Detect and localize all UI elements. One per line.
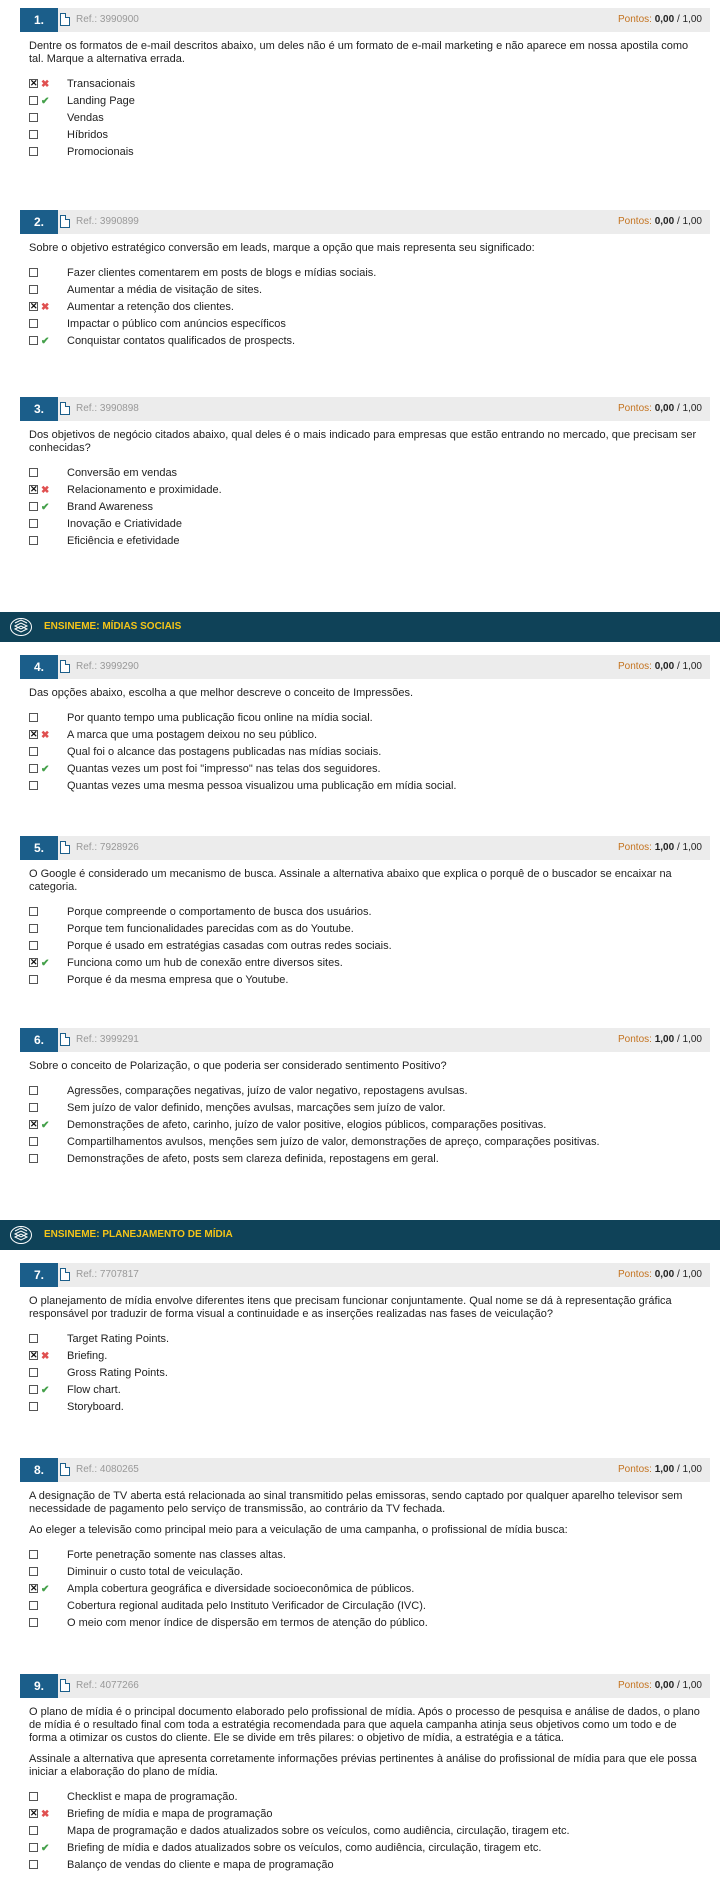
checkbox[interactable] [29,1402,38,1411]
points-total: / 1,00 [676,661,702,672]
option-text: Porque compreende o comportamento de busca dos usuários. [67,906,372,918]
checkbox[interactable] [29,1154,38,1163]
option-text: Diminuir o custo total de veiculação. [67,1566,244,1578]
question-statement: Das opções abaixo, escolha a que melhor descreve o conceito de Impressões. [29,687,413,699]
points-score: 0,00 [654,14,675,25]
question-points [618,1263,702,1287]
answer-option[interactable] [29,1598,720,1615]
points-score: 0,00 [654,661,675,672]
option-text: Forte penetração somente nas classes altas. [67,1549,286,1561]
question-number: 4. [20,655,58,679]
checkbox[interactable] [29,96,38,105]
checkbox[interactable] [29,468,38,477]
option-text: Impactar o público com anúncios específicos [67,318,286,330]
option-text: Brand Awareness [67,501,154,513]
option-text: Briefing. [67,1350,108,1362]
question-number: 3. [20,397,58,421]
question-header [20,210,710,234]
checkbox-checked[interactable]: ✕ [30,1583,38,1593]
wrong-mark-icon: ✖ [41,730,50,741]
answer-option[interactable] [29,482,720,499]
correct-check-icon: ✔ [41,764,50,775]
question-block [0,397,720,550]
correct-check-icon: ✔ [41,502,50,513]
question-statement: Sobre o objetivo estratégico conversão em leads, marque a opção que mais representa seu significado: [29,242,535,254]
answer-options [29,710,720,795]
question-points [618,8,702,32]
answer-option[interactable] [29,1365,720,1382]
checkbox[interactable] [29,113,38,122]
checkbox[interactable] [29,1086,38,1095]
option-text: Balanço de vendas do cliente e mapa de programação [67,1859,334,1871]
option-text: O meio com menor índice de dispersão em termos de atenção do público. [67,1617,428,1629]
question-statement: O planejamento de mídia envolve diferentes itens que precisam funcionar conjuntamente. Qual nome se dá à representação gráfica responsável por traduzir de forma visual a continuidade e as inserções realizadas nas fases de veiculação? [29,1295,672,1320]
question-points [618,210,702,234]
answer-option[interactable] [29,1382,720,1399]
checkbox-checked[interactable]: ✕ [30,729,38,739]
answer-options [29,1789,720,1874]
correct-check-icon: ✔ [41,96,50,107]
answer-option[interactable] [29,904,720,921]
question-statement: Assinale a alternativa que apresenta corretamente informações prévias pertinentes à análise do profissional de mídia para que ele possa iniciar a elaboração do plano de mídia. [29,1753,697,1778]
correct-check-icon: ✔ [41,1385,50,1396]
points-score: 1,00 [654,1464,675,1475]
answer-option[interactable] [29,1857,720,1874]
option-text: Demonstrações de afeto, posts sem clareza definida, repostagens em geral. [67,1153,439,1165]
question-number: 7. [20,1263,58,1287]
answer-option[interactable] [29,1134,720,1151]
checkbox[interactable] [29,747,38,756]
answer-options [29,1547,720,1632]
document-icon[interactable] [60,841,70,854]
question-header [20,1458,710,1482]
points-score: 1,00 [654,842,675,853]
question-statement: Ao eleger a televisão como principal meio para a veiculação de uma campanha, o profissional de mídia busca: [29,1524,568,1536]
option-text: Sem juízo de valor definido, menções avulsas, marcações sem juízo de valor. [67,1102,446,1114]
points-label: Pontos: [618,14,652,25]
option-text: Promocionais [67,146,134,158]
section-banner [0,1220,720,1250]
answer-option[interactable] [29,1823,720,1840]
correct-check-icon: ✔ [41,1843,50,1854]
points-label: Pontos: [618,1464,652,1475]
points-score: 1,00 [654,1034,675,1045]
document-icon[interactable] [60,402,70,415]
option-text: Conquistar contatos qualificados de prospects. [67,335,296,347]
option-text: Porque é da mesma empresa que o Youtube. [67,974,289,986]
checkbox-checked[interactable]: ✕ [30,1119,38,1129]
question-ref: Ref.: 4077266 [76,1680,139,1691]
question-ref: Ref.: 7707817 [76,1269,139,1280]
question-header [20,836,710,860]
option-text: Landing Page [67,95,135,107]
answer-options [29,1083,720,1168]
question-ref: Ref.: 3990900 [76,14,139,25]
checkbox[interactable] [29,319,38,328]
question-header [20,655,710,679]
answer-option[interactable] [29,1806,720,1823]
option-text: Briefing de mídia e dados atualizados sobre os veículos, como audiência, circulação, tiragem etc. [67,1842,542,1854]
question-ref: Ref.: 3990899 [76,216,139,227]
answer-option[interactable] [29,93,720,110]
answer-option[interactable] [29,1151,720,1168]
answer-options [29,76,720,161]
checkbox[interactable] [29,764,38,773]
checkbox[interactable] [29,1618,38,1627]
correct-check-icon: ✔ [41,958,50,969]
checkbox-checked[interactable]: ✕ [30,1808,38,1818]
answer-option[interactable] [29,265,720,282]
answer-option[interactable] [29,761,720,778]
points-label: Pontos: [618,403,652,414]
option-text: Flow chart. [67,1384,121,1396]
checkbox-checked[interactable]: ✕ [30,78,38,88]
checkbox[interactable] [29,147,38,156]
checkbox[interactable] [29,130,38,139]
option-text: Target Rating Points. [67,1333,170,1345]
answer-option[interactable] [29,710,720,727]
wrong-mark-icon: ✖ [41,1809,50,1820]
question-number: 9. [20,1674,58,1698]
answer-option[interactable] [29,1348,720,1365]
option-text: Conversão em vendas [67,467,178,479]
checkbox-checked[interactable]: ✕ [30,1350,38,1360]
answer-option[interactable] [29,465,720,482]
question-statement: Sobre o conceito de Polarização, o que poderia ser considerado sentimento Positivo? [29,1060,447,1072]
checkbox[interactable] [29,713,38,722]
points-total: / 1,00 [676,1269,702,1280]
option-text: Checklist e mapa de programação. [67,1791,238,1803]
points-label: Pontos: [618,1680,652,1691]
checkbox[interactable] [29,1334,38,1343]
question-block [0,210,720,350]
checkbox[interactable] [29,519,38,528]
checkbox[interactable] [29,1385,38,1394]
document-icon[interactable] [60,13,70,26]
checkbox[interactable] [29,1792,38,1801]
question-ref: Ref.: 3990898 [76,403,139,414]
question-points [618,1028,702,1052]
option-text: Funciona como um hub de conexão entre diversos sites. [67,957,343,969]
question-header [20,1674,710,1698]
question-points [618,1674,702,1698]
question-block [0,1458,720,1632]
points-total: / 1,00 [676,842,702,853]
checkbox[interactable] [29,1843,38,1852]
answer-option[interactable] [29,1083,720,1100]
points-label: Pontos: [618,842,652,853]
points-score: 0,00 [654,403,675,414]
answer-options [29,904,720,989]
option-text: Demonstrações de afeto, carinho, juízo de valor positive, elogios públicos, comparações positivas. [67,1119,547,1131]
answer-option[interactable] [29,110,720,127]
checkbox[interactable] [29,285,38,294]
question-ref: Ref.: 4080265 [76,1464,139,1475]
wrong-mark-icon: ✖ [41,79,50,90]
checkbox[interactable] [29,941,38,950]
section-banner [0,612,720,642]
answer-option[interactable] [29,1100,720,1117]
checkbox[interactable] [29,907,38,916]
points-total: / 1,00 [676,403,702,414]
question-points [618,655,702,679]
answer-option[interactable] [29,1399,720,1416]
question-statement: O Google é considerado um mecanismo de busca. Assinale a alternativa abaixo que explica o porquê de o buscador se encaixar na categoria. [29,868,672,893]
question-points [618,397,702,421]
points-label: Pontos: [618,661,652,672]
option-text: Compartilhamentos avulsos, menções sem juízo de valor, demonstrações de apreço, comparações positivas. [67,1136,600,1148]
option-text: Vendas [67,112,104,124]
answer-option[interactable] [29,516,720,533]
answer-option[interactable] [29,778,720,795]
question-number: 6. [20,1028,58,1052]
checkbox[interactable] [29,1550,38,1559]
question-header [20,1263,710,1287]
checkbox[interactable] [29,1601,38,1610]
option-text: Storyboard. [67,1401,124,1413]
option-text: Porque é usado em estratégias casadas com outras redes sociais. [67,940,392,952]
checkbox[interactable] [29,1826,38,1835]
answer-option[interactable] [29,921,720,938]
answer-option[interactable] [29,333,720,350]
wrong-mark-icon: ✖ [41,485,50,496]
books-icon [10,1226,32,1244]
points-score: 0,00 [654,1680,675,1691]
option-text: Gross Rating Points. [67,1367,168,1379]
document-icon[interactable] [60,1463,70,1476]
option-text: Quantas vezes um post foi "impresso" nas telas dos seguidores. [67,763,381,775]
question-ref: Ref.: 3999291 [76,1034,139,1045]
points-total: / 1,00 [676,1034,702,1045]
option-text: Híbridos [67,129,108,141]
answer-option[interactable] [29,1547,720,1564]
answer-option[interactable] [29,1581,720,1598]
question-block [0,655,720,795]
answer-option[interactable] [29,1564,720,1581]
points-total: / 1,00 [676,1464,702,1475]
checkbox[interactable] [29,268,38,277]
checkbox[interactable] [29,924,38,933]
answer-option[interactable] [29,972,720,989]
answer-options [29,1331,720,1416]
checkbox[interactable] [29,1103,38,1112]
checkbox-checked[interactable]: ✕ [30,301,38,311]
question-block [0,836,720,989]
option-text: Mapa de programação e dados atualizados sobre os veículos, como audiência, circulação, tiragem etc. [67,1825,570,1837]
question-number: 1. [20,8,58,32]
option-text: Ampla cobertura geográfica e diversidade socioeconômica de públicos. [67,1583,415,1595]
checkbox[interactable] [29,1860,38,1869]
points-total: / 1,00 [676,14,702,25]
option-text: Por quanto tempo uma publicação ficou online na mídia social. [67,712,373,724]
option-text: Eficiência e efetividade [67,535,180,547]
answer-option[interactable] [29,1840,720,1857]
question-number: 8. [20,1458,58,1482]
answer-option[interactable] [29,316,720,333]
question-points [618,836,702,860]
wrong-mark-icon: ✖ [41,302,50,313]
option-text: Cobertura regional auditada pelo Instituto Verificador de Circulação (IVC). [67,1600,426,1612]
option-text: Quantas vezes uma mesma pessoa visualizou uma publicação em mídia social. [67,780,457,792]
option-text: Transacionais [67,78,136,90]
checkbox-checked[interactable]: ✕ [30,484,38,494]
answer-option[interactable] [29,727,720,744]
option-text: Aumentar a média de visitação de sites. [67,284,263,296]
option-text: Briefing de mídia e mapa de programação [67,1808,273,1820]
answer-option[interactable] [29,499,720,516]
question-ref: Ref.: 3999290 [76,661,139,672]
answer-option[interactable] [29,299,720,316]
question-block [0,1263,720,1416]
correct-check-icon: ✔ [41,336,50,347]
option-text: Qual foi o alcance das postagens publicadas nas mídias sociais. [67,746,382,758]
correct-check-icon: ✔ [41,1120,50,1131]
question-block [0,1028,720,1168]
answer-option[interactable] [29,144,720,161]
answer-options [29,265,720,350]
points-label: Pontos: [618,1034,652,1045]
points-label: Pontos: [618,216,652,227]
points-label: Pontos: [618,1269,652,1280]
option-text: Agressões, comparações negativas, juízo de valor negativo, repostagens avulsas. [67,1085,468,1097]
answer-options [29,465,720,550]
question-points [618,1458,702,1482]
question-statement: A designação de TV aberta está relacionada ao sinal transmitido pelas emissoras, sendo captado por qualquer aparelho televisor sem necessidade de pagamento pelo serviço de transmissão, ao contrário da TV fechada. [29,1490,683,1515]
section-title: ENSINEME: MÍDIAS SOCIAIS [44,621,182,632]
answer-option[interactable] [29,955,720,972]
answer-option[interactable] [29,1789,720,1806]
document-icon[interactable] [60,1268,70,1281]
question-header [20,8,710,32]
answer-option[interactable] [29,533,720,550]
option-text: Aumentar a retenção dos clientes. [67,301,234,313]
answer-option[interactable] [29,1615,720,1632]
option-text: A marca que uma postagem deixou no seu público. [67,729,318,741]
question-statement: O plano de mídia é o principal documento elaborado pelo profissional de mídia. Após o processo de pesquisa e análise de dados, o plano de mídia é o resultado final com toda a estratégia recomendada para que aquela campanha atinja seus objetivos como um todo e de forma a otimizar os custos do cliente. Ele se divide em três pilares: o objetivo de mídia, a estratégia e a tática. [29,1706,700,1744]
correct-check-icon: ✔ [41,1584,50,1595]
question-header [20,397,710,421]
checkbox[interactable] [29,336,38,345]
checkbox[interactable] [29,536,38,545]
checkbox[interactable] [29,1567,38,1576]
checkbox[interactable] [29,975,38,984]
checkbox[interactable] [29,502,38,511]
checkbox[interactable] [29,1368,38,1377]
points-score: 0,00 [654,216,675,227]
option-text: Porque tem funcionalidades parecidas com as do Youtube. [67,923,354,935]
document-icon[interactable] [60,660,70,673]
books-icon [10,618,32,636]
answer-option[interactable] [29,744,720,761]
option-text: Fazer clientes comentarem em posts de blogs e mídias sociais. [67,267,377,279]
option-text: Relacionamento e proximidade. [67,484,222,496]
document-icon[interactable] [60,1033,70,1046]
question-statement: Dentre os formatos de e-mail descritos abaixo, um deles não é um formato de e-mail marketing e não aparece em nossa apostila como tal. Marque a alternativa errada. [29,40,689,65]
question-header [20,1028,710,1052]
question-block [0,1674,720,1874]
answer-option[interactable] [29,1331,720,1348]
points-score: 0,00 [654,1269,675,1280]
points-total: / 1,00 [676,1680,702,1691]
question-statement: Dos objetivos de negócio citados abaixo, qual deles é o mais indicado para empresas que estão entrando no mercado, que precisam ser conhecidas? [29,429,697,454]
checkbox-checked[interactable]: ✕ [30,957,38,967]
question-number: 2. [20,210,58,234]
question-block [0,8,720,161]
answer-option[interactable] [29,282,720,299]
document-icon[interactable] [60,1679,70,1692]
section-title: ENSINEME: PLANEJAMENTO DE MÍDIA [44,1229,233,1240]
question-ref: Ref.: 7928926 [76,842,139,853]
answer-option[interactable] [29,76,720,93]
checkbox[interactable] [29,1137,38,1146]
option-text: Inovação e Criatividade [67,518,182,530]
document-icon[interactable] [60,215,70,228]
question-number: 5. [20,836,58,860]
answer-option[interactable] [29,1117,720,1134]
answer-option[interactable] [29,938,720,955]
points-total: / 1,00 [676,216,702,227]
wrong-mark-icon: ✖ [41,1351,50,1362]
answer-option[interactable] [29,127,720,144]
checkbox[interactable] [29,781,38,790]
